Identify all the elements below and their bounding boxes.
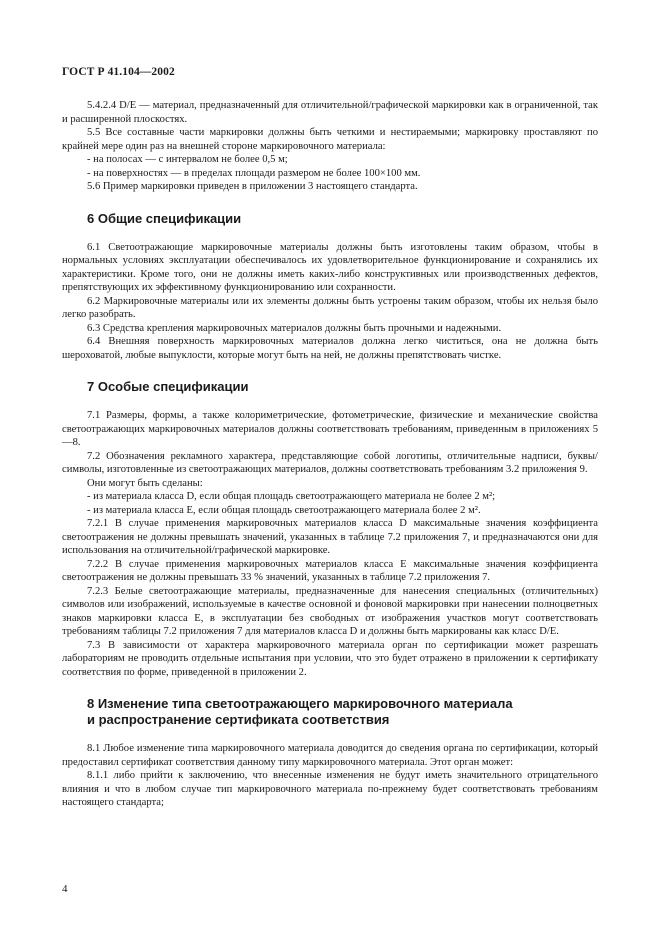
document-body: [62, 99, 598, 810]
paragraph-7-2-1: 7.2.1 В случае применения маркировочных материалов класса D максимальные значения коэффициента светоотражения не должны превышать значений, указанных в таблице 7.2 приложения 7, и предназначаются они для использования на отличительной/графической маркировке.: [62, 518, 598, 556]
paragraph-7-2-3: 7.2.3 Белые светоотражающие материалы, предназначенные для нанесения специальных (отличительных) символов или изображений, используемые в качестве основной и фоновой маркировки при нанесении полноцветных знаков маркировки класса E, в эксплуатации без свободных от изображения участков могут соответствовать требованиям таблицы 7.2 приложения 7 для материалов класса D и должны быть маркированы как класс D/E.: [62, 585, 598, 637]
paragraph-6-2: 6.2 Маркировочные материалы или их элементы должны быть устроены таким образом, чтобы их нельзя было легко разобрать.: [62, 295, 598, 320]
paragraph-7-3: 7.3 В зависимости от характера маркировочного материала орган по сертификации может разрешать лабораториям не проводить отдельные испытания при условии, что это будет отражено в приложении к сертификату соответствия по форме, приведенной в приложении 2.: [62, 639, 598, 678]
paragraph-6-4: 6.4 Внешняя поверхность маркировочных материалов должна легко чиститься, она не должна быть шероховатой, любые выпуклости, которые могут быть на ней, не должны препятствовать чистке.: [62, 336, 598, 361]
paragraph-7-2-intro: Они могут быть сделаны:: [87, 477, 203, 489]
paragraph-5-5: 5.5 Все составные части маркировки должны быть четкими и нестираемыми; маркировку проставляют по крайней мере один раз на внешней стороне маркировочного материала:: [62, 127, 598, 152]
list-item-class-e: - из материала класса E, если общая площадь светоотражающего материала более 2 м².: [87, 504, 481, 516]
page-number: 4: [62, 883, 68, 895]
paragraph-5-4-2-4: 5.4.2.4 D/E — материал, предназначенный для отличительной/графической маркировки как в ограниченной, так и расширенной плоскостях.: [62, 100, 598, 125]
section-7-heading: 7 Особые спецификации: [87, 379, 249, 394]
paragraph-7-2: 7.2 Обозначения рекламного характера, представляющие собой логотипы, отличительные надписи, буквы/символы, изготовленные из светоотражающих материалов, должны соответствовать требованиям 3.2 приложения 9.: [62, 450, 598, 475]
paragraph-6-3: 6.3 Средства крепления маркировочных материалов должны быть прочными и надежными.: [87, 322, 502, 334]
paragraph-7-1: 7.1 Размеры, формы, а также колориметрические, фотометрические, физические и механические свойства светоотражающих маркировочных материалов должны соответствовать требованиям, приведенным в приложениях 5—8.: [62, 410, 598, 448]
paragraph-6-1: 6.1 Светоотражающие маркировочные материалы должны быть изготовлены таким образом, чтобы в нормальных условиях эксплуатации обеспечивалось их удовлетворительное функционирование и сохранялись их характеристики. Кроме того, они не должны иметь каких-либо конструктивных или производственных дефектов, препятствующих их эффективному функционированию или сохранности.: [62, 241, 598, 293]
document-header-code: ГОСТ Р 41.104—2002: [62, 66, 175, 78]
paragraph-8-1-1: 8.1.1 либо прийти к заключению, что внесенные изменения не будут иметь значительного отрицательного влияния и что в любом случае тип маркировочного материала по-прежнему будет соответствовать требованиям настоящего стандарта;: [62, 770, 598, 808]
section-8-heading-line2: и распространение сертификата соответствия: [87, 712, 390, 727]
list-item-class-d: - из материала класса D, если общая площадь светоотражающего материала не более 2 м²;: [87, 491, 496, 502]
section-6-heading: 6 Общие спецификации: [87, 210, 242, 226]
paragraph-7-2-2: 7.2.2 В случае применения маркировочных материалов класса E максимальные значения коэффициента светоотражения не должны превышать 33 % значений, указанных в таблице 7.2 приложения 7.: [62, 558, 598, 583]
list-item-surfaces: - на поверхностях — в пределах площади размером не более 100×100 мм.: [87, 167, 421, 179]
paragraph-8-1: 8.1 Любое изменение типа маркировочного материала доводится до сведения органа по сертификации, который предоставил сертификат соответствия данному типу маркировочного материала. Этот орган может:: [62, 743, 598, 768]
paragraph-5-6: 5.6 Пример маркировки приведен в приложении 3 настоящего стандарта.: [87, 181, 418, 192]
section-8-heading-line1: 8 Изменение типа светоотражающего маркировочного материала: [87, 696, 513, 711]
list-item-strips: - на полосах — с интервалом не более 0,5 м;: [87, 154, 288, 165]
